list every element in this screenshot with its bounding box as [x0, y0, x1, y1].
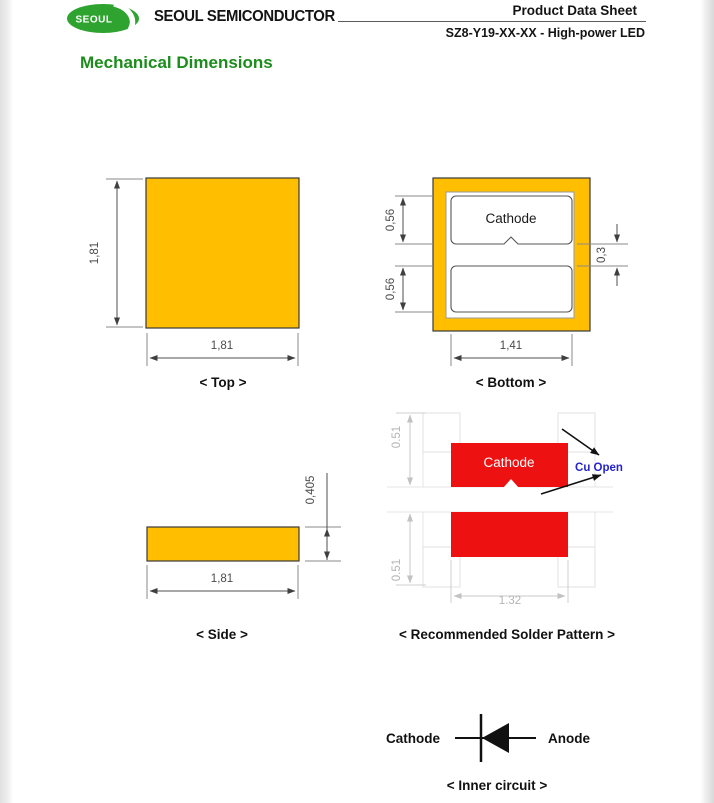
circuit-anode-label: Anode — [548, 731, 590, 746]
top-view — [89, 178, 299, 390]
solder-pad-anode — [451, 512, 568, 557]
dim-pad1-height: 0,56 — [385, 208, 397, 232]
dim-side-width: 1,81 — [210, 573, 234, 585]
cu-open-outline — [387, 413, 613, 587]
dim-pad-width: 1,41 — [499, 340, 523, 352]
dim-pad-gap: 0,3 — [596, 247, 608, 263]
page-title: Mechanical Dimensions — [80, 53, 273, 72]
company-name: SEOUL SEMICONDUCTOR — [154, 8, 335, 25]
anode-pad — [451, 266, 572, 312]
dim-solder-width: 1.32 — [498, 595, 522, 607]
side-view — [147, 473, 341, 642]
dim-pad2-height: 0,56 — [385, 277, 397, 301]
logo-text: SEOUL — [75, 14, 113, 26]
caption-top: < Top > — [199, 375, 247, 390]
bottom-view — [385, 178, 628, 390]
product-part-number: SZ8-Y19-XX-XX - High-power LED — [445, 26, 645, 40]
caption-inner-circuit: < Inner circuit > — [446, 778, 548, 793]
caption-solder: < Recommended Solder Pattern > — [398, 627, 616, 642]
dim-clearance-top: 0.51 — [391, 425, 403, 449]
dim-top-width: 1,81 — [210, 340, 234, 352]
dim-thickness: 0,405 — [305, 475, 317, 505]
circuit-cathode-label: Cathode — [386, 731, 440, 746]
diode-triangle — [482, 723, 509, 753]
inner-circuit — [386, 714, 590, 793]
led-body-side — [147, 527, 299, 561]
dim-top-height: 1,81 — [89, 241, 101, 265]
caption-bottom: < Bottom > — [475, 375, 547, 390]
cu-open-label: Cu Open — [575, 462, 623, 474]
caption-side: < Side > — [196, 627, 248, 642]
led-body-top — [146, 178, 299, 328]
cathode-pad-label: Cathode — [485, 211, 537, 226]
dim-clearance-bottom: 0.51 — [391, 558, 403, 582]
solder-pattern — [387, 413, 623, 642]
solder-cathode-label: Cathode — [483, 455, 535, 470]
doc-title: Product Data Sheet — [512, 3, 637, 18]
